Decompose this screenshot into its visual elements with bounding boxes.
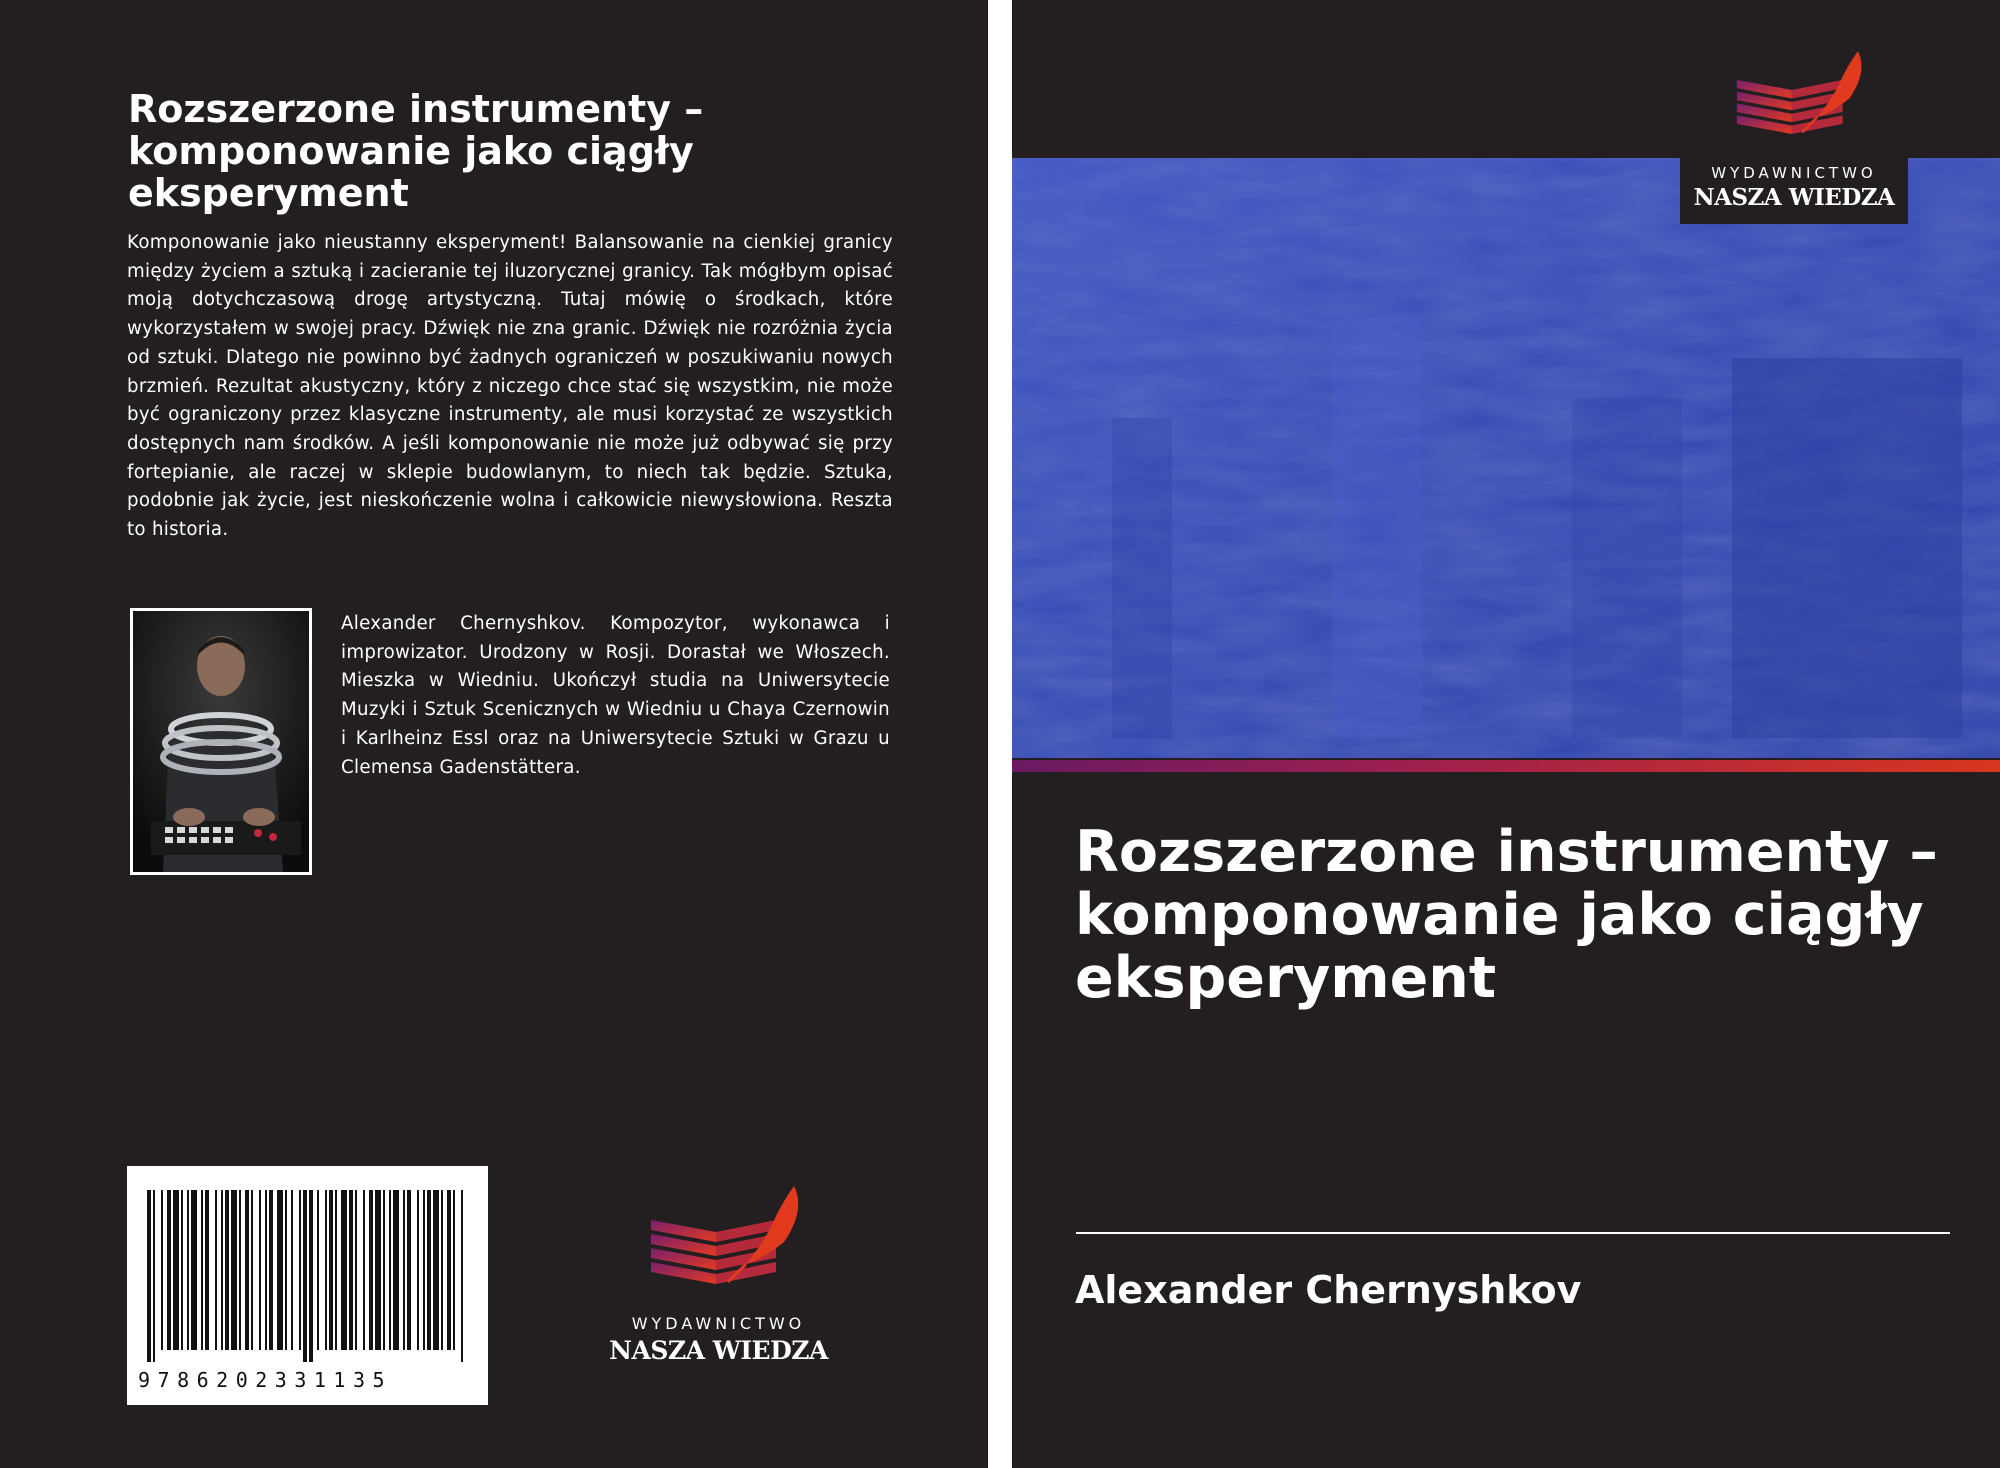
barcode-bar (369, 1190, 373, 1350)
cover-hero-image (1012, 158, 2000, 758)
barcode-bar (221, 1190, 223, 1350)
barcode-bar (355, 1190, 357, 1350)
barcode-bar (393, 1190, 399, 1350)
barcode-bar (147, 1190, 151, 1362)
barcode-bar (245, 1190, 249, 1350)
back-cover-title: Rozszerzone instrumenty – komponowanie jako ciągły eksperyment (128, 87, 704, 215)
barcode-bar (335, 1190, 337, 1350)
barcode-bars (127, 1166, 488, 1366)
barcode-bar (291, 1190, 293, 1350)
barcode-bar (375, 1190, 381, 1350)
barcode-bar (191, 1190, 197, 1350)
barcode-bar (461, 1190, 463, 1362)
barcode-bar (265, 1190, 267, 1350)
author-photo-illustration (133, 611, 309, 872)
author-photo (130, 608, 312, 875)
barcode-bar (167, 1190, 171, 1350)
barcode-bar (231, 1190, 237, 1350)
barcode-bar (161, 1190, 163, 1350)
barcode-bar (187, 1190, 189, 1350)
blue-texture-artwork (1012, 158, 2000, 758)
front-cover-author: Alexander Chernyshkov (1075, 1268, 1582, 1312)
isbn-barcode (127, 1166, 488, 1405)
barcode-bar (423, 1190, 425, 1350)
barcode-bar (407, 1190, 411, 1350)
book-feather-icon (1680, 46, 1908, 156)
publisher-line2-front: NASZA WIEDZA (1693, 184, 1895, 211)
barcode-bar (173, 1190, 179, 1350)
barcode-bar (329, 1190, 333, 1350)
barcode-bar (433, 1190, 439, 1350)
barcode-bar (403, 1190, 405, 1350)
book-blurb: Komponowanie jako nieustanny eksperyment! Balansowanie na cienkiej granicy między życiem a sztuką i zacieranie tej iluzorycznej granicy. Tak mógłbym opisać moją dotychczasową drogę artystyczną. Tutaj mówię o środkach, które wykorzystałem w swojej pracy. Dźwięk nie zna granic. Dźwięk nie rozróżnia życia od sztuki. Dlatego nie powinno być żadnych ograniczeń w poszukiwaniu nowych brzmień. Rezultat akustyczny, który z niczego chce stać się wszystkim, nie może być ograniczony przez klasyczne instrumenty, ale musi korzystać ze wszystkich dostępnych nam środków. A jeśli komponowanie nie może już odbywać się przy fortepianie, ale raczej w sklepie budowlanym, to niech tak będzie. Sztuka, podobnie jak życie, jest nieskończenie wolna i całkowicie niewysłowiona. Reszta to historia. (127, 232, 893, 541)
publisher-line2-back: NASZA WIEDZA (609, 1336, 828, 1365)
barcode-bar (269, 1190, 273, 1350)
barcode-bar (453, 1190, 455, 1350)
isbn-digits: 9786202331135 (138, 1368, 393, 1392)
barcode-bar (259, 1190, 261, 1350)
barcode-bar (349, 1190, 353, 1350)
barcode-bar (215, 1190, 217, 1350)
barcode-bar (251, 1190, 253, 1350)
barcode-bar (201, 1190, 203, 1350)
barcode-bar (427, 1190, 431, 1350)
front-cover-title: Rozszerzone instrumenty – komponowanie jako ciągły eksperyment (1075, 819, 1938, 1011)
publisher-logo-front (1680, 46, 1908, 224)
barcode-bar (441, 1190, 443, 1350)
barcode-bar (153, 1190, 155, 1362)
barcode-bar (277, 1190, 283, 1350)
barcode-bar (285, 1190, 287, 1350)
barcode-bar (299, 1190, 301, 1350)
barcode-bar (181, 1190, 183, 1350)
barcode-bar (325, 1190, 327, 1350)
publisher-line1-back: WYDAWNICTWO (631, 1314, 806, 1333)
publisher-line1-front: WYDAWNICTWO (1711, 164, 1877, 182)
title-divider (1076, 1232, 1950, 1234)
front-cover (1012, 0, 2000, 1468)
barcode-bar (317, 1190, 319, 1350)
barcode-bar (363, 1190, 365, 1350)
barcode-bar (389, 1190, 391, 1350)
barcode-bar (309, 1190, 313, 1362)
barcode-bar (303, 1190, 307, 1362)
barcode-bar (447, 1190, 451, 1350)
author-bio: Alexander Chernyshkov. Kompozytor, wykonawca i improwizator. Urodzony w Rosji. Dorastał we Włoszech. Mieszka w Wiedniu. Ukończył studia na Uniwersytecie Muzyki i Sztuk Scenicznych w Wiedniu u Chaya Czernowin i Karlheinz Essl oraz na Uniwersytecie Sztuki w Grazu u Clemensa Gadenstättera. (341, 613, 890, 778)
barcode-bar (417, 1190, 419, 1350)
barcode-bar (205, 1190, 209, 1350)
book-feather-icon (596, 1180, 841, 1310)
back-cover (0, 0, 988, 1468)
barcode-bar (239, 1190, 241, 1350)
barcode-bar (383, 1190, 385, 1350)
publisher-logo-back (596, 1180, 841, 1376)
barcode-bar (341, 1190, 347, 1350)
accent-stripe (1012, 760, 2000, 772)
barcode-bar (225, 1190, 229, 1350)
